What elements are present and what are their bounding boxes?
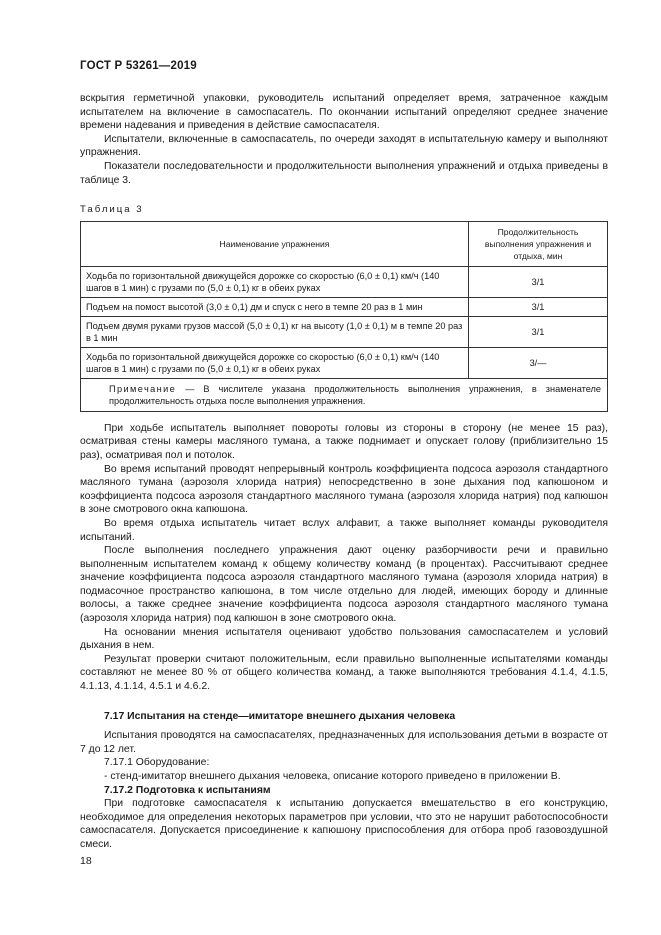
table-cell-exercise: Ходьба по горизонтальной движущейся дорожке со скоростью (6,0 ± 0,1) км/ч (140 шагов в 1 мин) с грузами по (5,0 ± 0,1) кг в обеих руках (81, 266, 469, 297)
subsection-preparation: 7.17.2 Подготовка к испытаниям (104, 784, 271, 796)
table-note-label: Примечание (109, 383, 177, 394)
paragraph: На основании мнения испытателя оценивают удобство пользования самоспасателем и условий дыхания в нем. (80, 626, 608, 652)
table-cell-duration: 3/1 (469, 266, 608, 297)
table-cell-exercise: Подъем двумя руками грузов массой (5,0 ± 0,1) кг на высоту (1,0 ± 0,1) м в темпе 20 раз в 1 мин (81, 316, 469, 347)
table-note-row (81, 378, 608, 411)
table-note (81, 378, 608, 411)
document-header: ГОСТ Р 53261—2019 (80, 60, 197, 72)
paragraph: При ходьбе испытатель выполняет повороты головы из стороны в сторону (не менее 15 раз), осматривая стены камеры масляного тумана, а также поднимает и опускает голову (приблизительно 15 раз), осматривая пол и потолок. (80, 422, 608, 461)
table-cell-duration: 3/— (469, 347, 608, 378)
paragraph: Результат проверки считают положительным, если правильно выполненные испытателями команды составляют не менее 80 % от общего количества команд, а также выполняются требования 4.1.4, 4.1.5, 4.1.13, 4.1.14, 4.5.1 и 4.6.2. (80, 653, 608, 693)
paragraph: Во время испытаний проводят непрерывный контроль коэффициента подсоса аэрозоля стандартного масляного тумана (аэрозоля хлорида натрия) непосредственно в зоне дыхания под капюшоном и коэффициента подсоса аэрозоля стандартного масляного тумана (аэрозоля хлорида натрия) под капюшон в зоне смотрового окна капюшона. (80, 463, 608, 516)
preparation-text: При подготовке самоспасателя к испытанию допускается вмешательство в его конструкцию, необходимое для определения некоторых параметров при условии, что это не нарушит работоспособности самоспасателя. Допускается присоединение к капюшону приспособления для отбора проб газовоздушной смеси. (80, 798, 608, 850)
exercise-table (80, 221, 608, 412)
table-row (81, 297, 608, 316)
table-header-row (81, 221, 608, 266)
paragraph: Показатели последовательности и продолжительности выполнения упражнений и отдыха приведены в таблице 3. (80, 160, 608, 186)
paragraph-continued: вскрытия герметичной упаковки, руководитель испытаний определяет время, затраченное каждым испытателем на включение в самоспасатель. По окончании испытаний определяют среднее значение времени надевания и приведения в действие самоспасателя. (80, 93, 608, 132)
paragraph: Испытатели, включенные в самоспасатель, по очереди заходят в испытательную камеру и выполняют упражнения. (80, 133, 608, 159)
section-intro: Испытания проводятся на самоспасателях, предназначенных для использования детьми в возрасте от 7 до 12 лет. (80, 730, 608, 755)
table-row (81, 347, 608, 378)
page-number: 18 (80, 855, 92, 867)
page-content (80, 92, 608, 852)
paragraph: Во время отдыха испытатель читает вслух алфавит, а также выполняет команды руководителя испытаний. (80, 517, 608, 543)
table-cell-exercise: Подъем на помост высотой (3,0 ± 0,1) дм и спуск с него в темпе 20 раз в 1 мин (81, 297, 469, 316)
table-cell-duration: 3/1 (469, 297, 608, 316)
table-cell-exercise: Ходьба по горизонтальной движущейся дорожке со скоростью (6,0 ± 0,1) км/ч (140 шагов в 1 мин) с грузами по (5,0 ± 0,1) кг в обеих руках (81, 347, 469, 378)
table-row (81, 266, 608, 297)
equipment-item: - стенд-имитатор внешнего дыхания человека, описание которого приведено в приложении В. (104, 771, 561, 782)
table-cell-duration: 3/1 (469, 316, 608, 347)
paragraph: После выполнения последнего упражнения дают оценку разборчивости речи и правильно выполненным испытателем команд к общему количеству команд (в процентах). Рассчитывают среднее значение коэффициента подсоса аэрозоля стандартного масляного тумана (аэрозоля хлорида натрия) в подмасочное пространство капюшона, в том числе отдельно для людей, имеющих бороду и длинные волосы, а также среднее значение коэффициента подсоса аэрозоля стандартного масляного тумана (аэрозоля хлорида натрия) под капюшон в зоне смотрового окна. (80, 545, 608, 625)
table-caption: Таблица 3 (80, 204, 144, 216)
section-title: 7.17 Испытания на стенде—имитаторе внешнего дыхания человека (104, 710, 456, 722)
table-note-text: — В числителе указана продолжительность выполнения упражнения, в знаменателе продолжительность отдыха после выполнения упражнения. (109, 383, 601, 406)
table-header-duration: Продолжительность выполнения упражнения и отдыха, мин (469, 221, 608, 266)
table-row (81, 316, 608, 347)
subsection-equipment: 7.17.1 Оборудование: (104, 757, 210, 769)
table-header-exercise: Наименование упражнения (81, 221, 469, 266)
